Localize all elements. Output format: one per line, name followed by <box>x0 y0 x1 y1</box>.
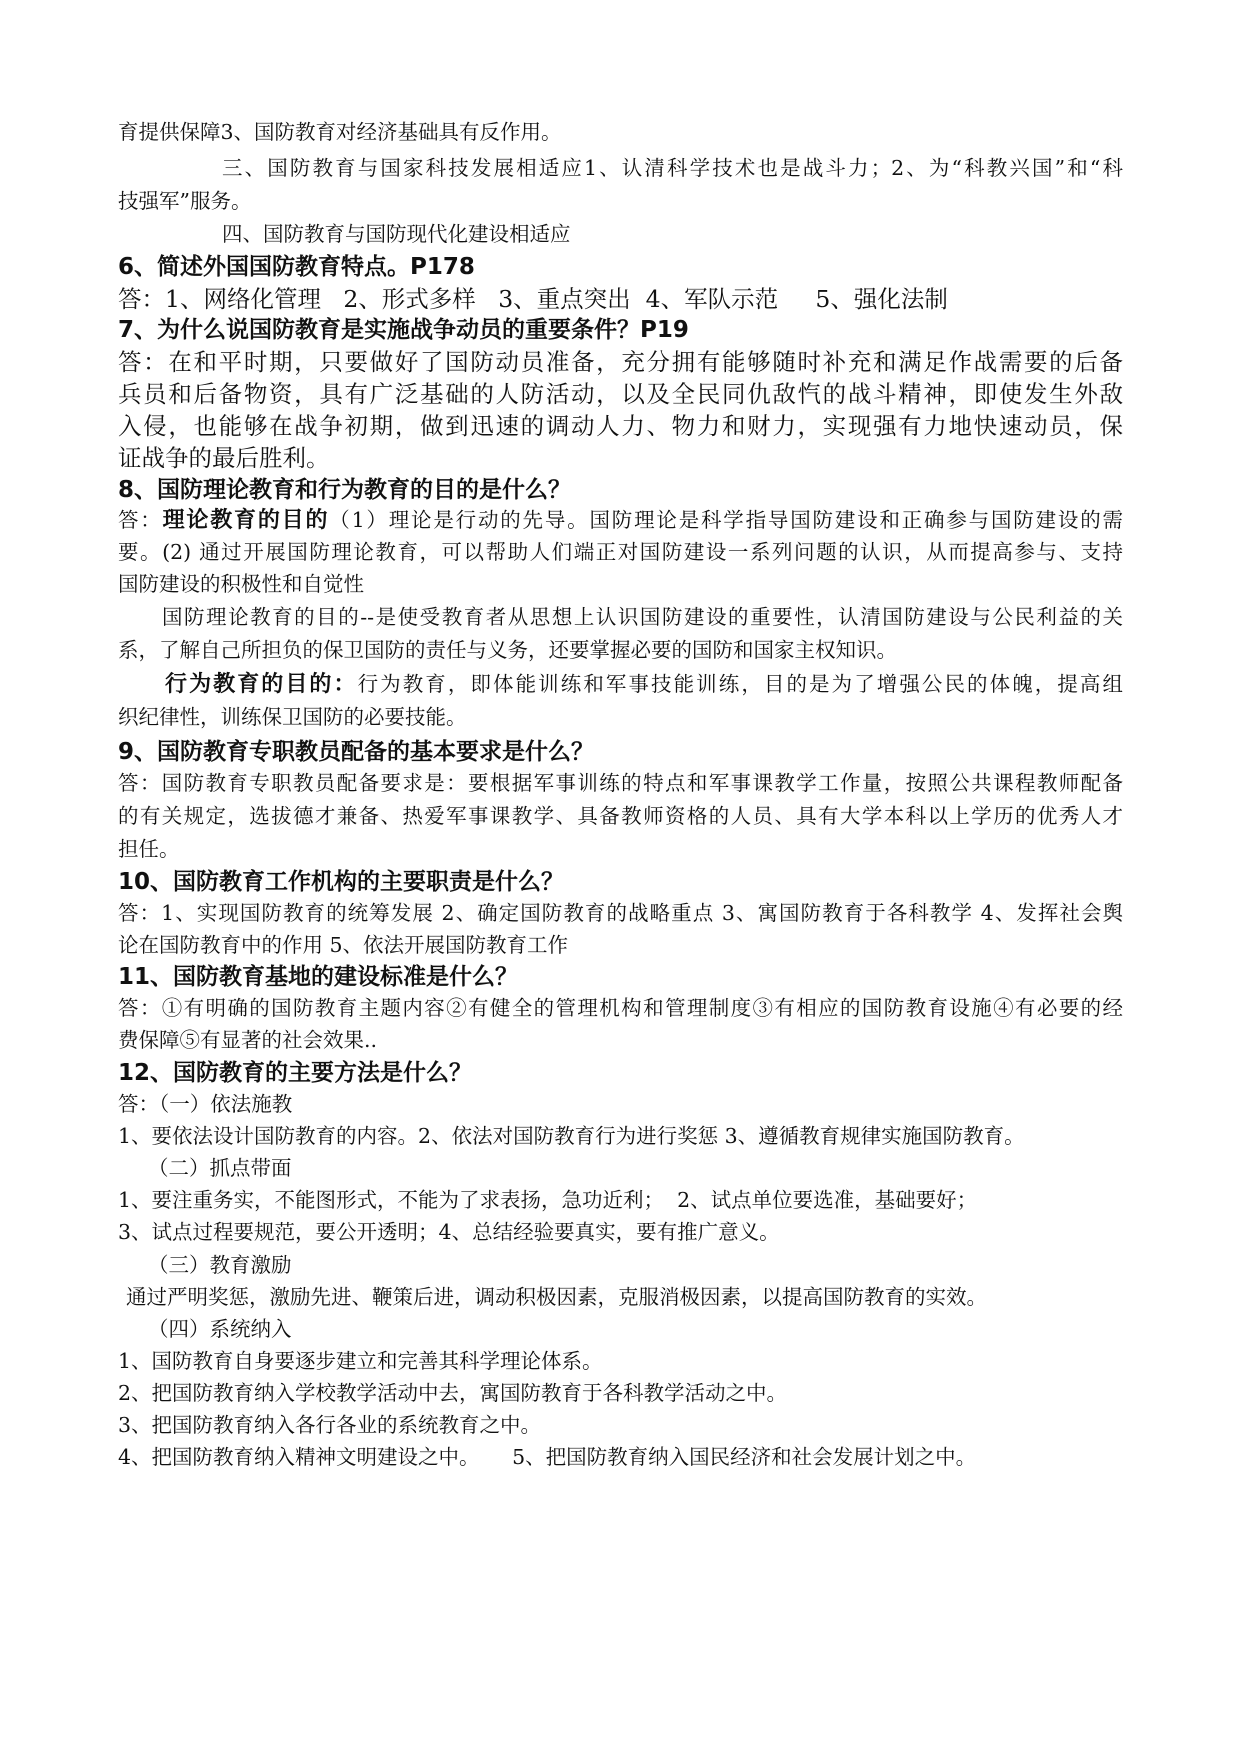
question-heading: 11、国防教育基地的建设标准是什么？ <box>118 964 519 990</box>
answer-line: 入侵，也能够在战争初期，做到迅速的调动人力、物力和财力，实现强有力地快速动员，保 <box>118 412 1123 440</box>
answer-line: 要。(2) 通过开展国防理论教育，可以帮助人们端正对国防建设一系列问题的认识，从而提高参与、支持 <box>118 540 1123 564</box>
answer-line: 论在国防教育中的作用 5、依法开展国防教育工作 <box>118 933 569 957</box>
text-line: 育提供保障3、国防教育对经济基础具有反作用。 <box>118 120 562 144</box>
question-heading: 12、国防教育的主要方法是什么？ <box>118 1060 473 1086</box>
answer-text: 答：1、网络化管理 2、形式多样 3、重点突出 4、军队示范 5、强化法制 <box>118 285 948 313</box>
answer-line: 的有关规定，选拔德才兼备、热爱军事课教学、具备教师资格的人员、具有大学本科以上学历的优秀人才 <box>118 804 1123 828</box>
question-heading: 8、国防理论教育和行为教育的目的是什么？ <box>118 477 572 503</box>
answer-line: 国防建设的积极性和自觉性 <box>118 572 364 596</box>
question-heading: 10、国防教育工作机构的主要职责是什么？ <box>118 869 565 895</box>
question-heading: 7、为什么说国防教育是实施战争动员的重要条件？P19 <box>118 317 689 343</box>
answer-line: 兵员和后备物资，具有广泛基础的人防活动，以及全民同仇敌忾的战斗精神，即使发生外敌 <box>118 380 1123 408</box>
answer-line <box>165 670 1123 698</box>
section-heading: （三）教育激励 <box>148 1253 292 1277</box>
question-heading: 9、国防教育专职教员配备的基本要求是什么？ <box>118 739 595 765</box>
answer-line: 答：在和平时期，只要做好了国防动员准备，充分拥有能够随时补充和满足作战需要的后备 <box>118 348 1123 376</box>
answer-line: 担任。 <box>118 837 180 861</box>
behavior-text: 行为教育，即体能训练和军事技能训练，目的是为了增强公民的体魄，提高组 <box>357 672 1123 696</box>
section-heading: 答：（一）依法施教 <box>118 1092 293 1116</box>
text-line: 技强军”服务。 <box>118 189 252 213</box>
answer-line: 1、国防教育自身要逐步建立和完善其科学理论体系。 <box>118 1349 603 1373</box>
text-line: 四、国防教育与国防现代化建设相适应 <box>222 222 571 246</box>
answer-line: 2、把国防教育纳入学校教学活动中去，寓国防教育于各科教学活动之中。 <box>118 1381 788 1405</box>
section-heading: （二）抓点带面 <box>148 1156 292 1180</box>
answer-line: 证战争的最后胜利。 <box>118 444 330 472</box>
answer-line: 答：①有明确的国防教育主题内容②有健全的管理机构和管理制度③有相应的国防教育设施④有必要的经 <box>118 996 1123 1020</box>
answer-prefix: 答： <box>118 508 163 532</box>
section-heading: （四）系统纳入 <box>148 1317 292 1341</box>
answer-line: 答：国防教育专职教员配备要求是：要根据军事训练的特点和军事课教学工作量，按照公共课程教师配备 <box>118 771 1123 795</box>
behavior-label: 行为教育的目的： <box>165 671 358 697</box>
answer-line: 织纪律性，训练保卫国防的必要技能。 <box>118 705 467 729</box>
answer-line: 1、要依法设计国防教育的内容。2、依法对国防教育行为进行奖惩 3、遵循教育规律实施国防教育。 <box>118 1124 1025 1148</box>
answer-line: 3、试点过程要规范，要公开透明；4、总结经验要真实，要有推广意义。 <box>118 1220 780 1244</box>
theory-label: 理论教育的目的 <box>162 507 330 533</box>
answer-line: 4、把国防教育纳入精神文明建设之中。 5、把国防教育纳入国民经济和社会发展计划之中。 <box>118 1445 977 1469</box>
answer-line: 系，了解自己所担负的保卫国防的责任与义务，还要掌握必要的国防和国家主权知识。 <box>118 638 897 662</box>
answer-line: 费保障⑤有显著的社会效果.. <box>118 1028 378 1052</box>
answer-line: 答：1、实现国防教育的统筹发展 2、确定国防教育的战略重点 3、寓国防教育于各科教学 4、发挥社会舆 <box>118 901 1123 925</box>
answer-line: 通过严明奖惩，激励先进、鞭策后进，调动积极因素，克服消极因素，以提高国防教育的实效。 <box>126 1285 987 1309</box>
answer-line: 3、把国防教育纳入各行各业的系统教育之中。 <box>118 1413 542 1437</box>
answer-line <box>118 506 1123 534</box>
answer-line: 国防理论教育的目的--是使受教育者从思想上认识国防建设的重要性，认清国防建设与公民利益的关 <box>162 605 1123 629</box>
question-heading: 6、简述外国国防教育特点。P178 <box>118 254 475 280</box>
theory-text: （1）理论是行动的先导。国防理论是科学指导国防建设和正确参与国防建设的需 <box>329 508 1123 532</box>
text-line: 三、国防教育与国家科技发展相适应1、认清科学技术也是战斗力；2、为“科教兴国”和“科 <box>222 156 1123 180</box>
answer-line: 1、要注重务实，不能图形式，不能为了求表扬，急功近利； 2、试点单位要选准，基础要好； <box>118 1188 978 1212</box>
